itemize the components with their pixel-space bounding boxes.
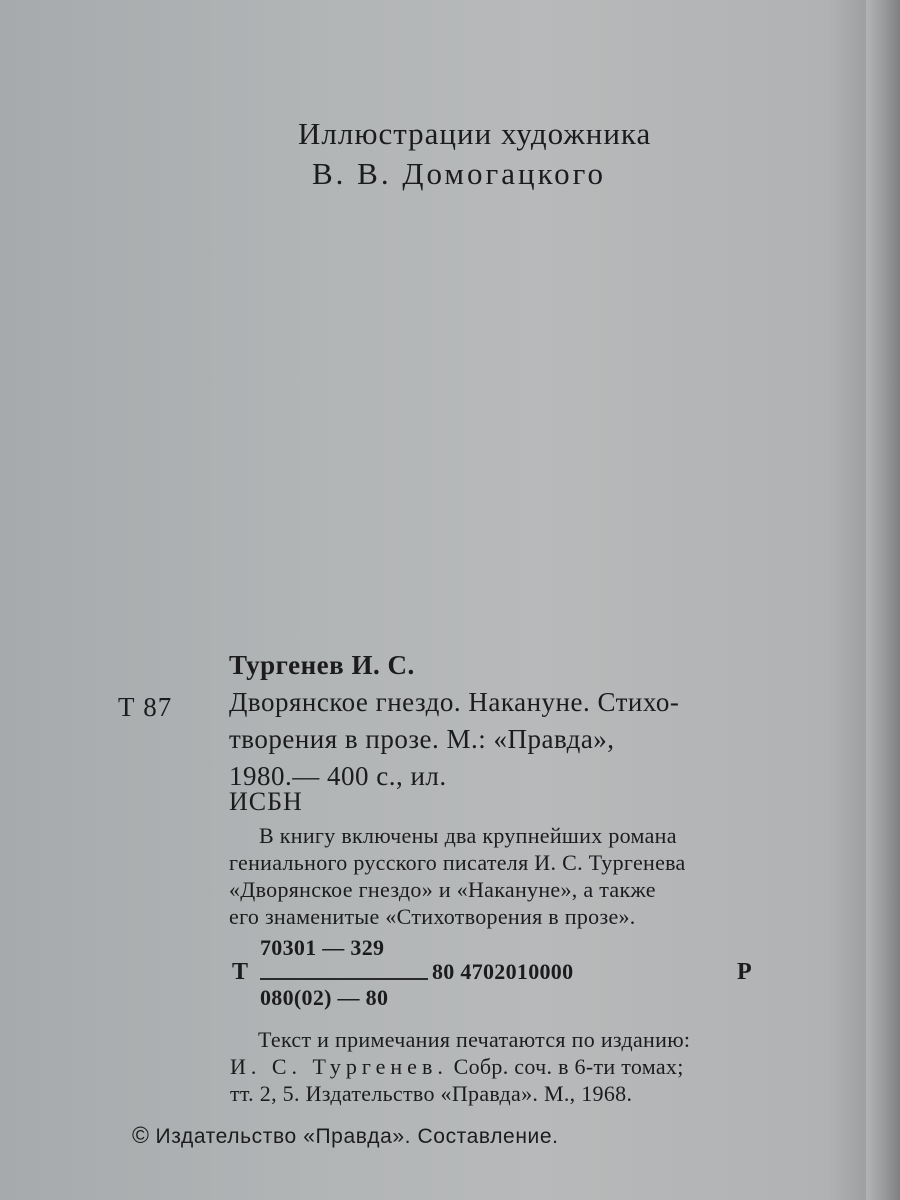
copyright-icon: © — [132, 1122, 150, 1148]
source-note — [230, 1026, 691, 1107]
description-line: 1980.— 400 с., ил. — [229, 761, 447, 791]
formula-numerator: 70301 — 329 — [260, 935, 385, 960]
annotation-line: «Дворянское гнездо» и «Накануне», а также — [229, 877, 656, 902]
copyright-line — [132, 1122, 559, 1149]
annotation-line: его знаменитые «Стихотворения в прозе». — [229, 904, 636, 929]
classification-code: Т 87 — [118, 692, 173, 722]
formula-code: 80 4702010000 — [432, 959, 574, 984]
formula-letter: Т — [232, 959, 249, 985]
source-note-line — [230, 1053, 690, 1080]
formula-mark: Р — [737, 959, 752, 985]
annotation-paragraph — [229, 822, 686, 930]
formula-denominator: 080(02) — 80 — [260, 985, 389, 1010]
source-author: И. С. Тургенев. — [230, 1054, 448, 1079]
copyright-text: Издательство «Правда». Составление. — [155, 1125, 559, 1148]
description-line: Дворянское гнездо. Накануне. Стихо- — [229, 687, 680, 717]
illustrator-name: В. В. Домогацкого — [312, 156, 607, 191]
page-edge-shadow — [866, 0, 900, 1200]
catalog-formula — [232, 935, 832, 1015]
source-note-line: Текст и примечания печатаются по изданию: — [258, 1027, 691, 1052]
annotation-line: гениального русского писателя И. С. Тургенева — [229, 850, 686, 875]
illustrator-credit-line: Иллюстрации художника — [298, 116, 652, 151]
bibliographic-description — [229, 684, 679, 795]
annotation-line: В книгу включены два крупнейших романа — [259, 823, 677, 848]
description-line: творения в прозе. М.: «Правда», — [229, 724, 615, 754]
source-edition: Собр. соч. в 6-ти томах; — [453, 1054, 684, 1079]
isbn-label: ИСБН — [229, 787, 303, 816]
formula-fraction-bar — [260, 978, 428, 980]
bibliographic-author: Тургенев И. С. — [229, 650, 415, 680]
source-note-line: тт. 2, 5. Издательство «Правда». М., 1968. — [230, 1081, 633, 1106]
